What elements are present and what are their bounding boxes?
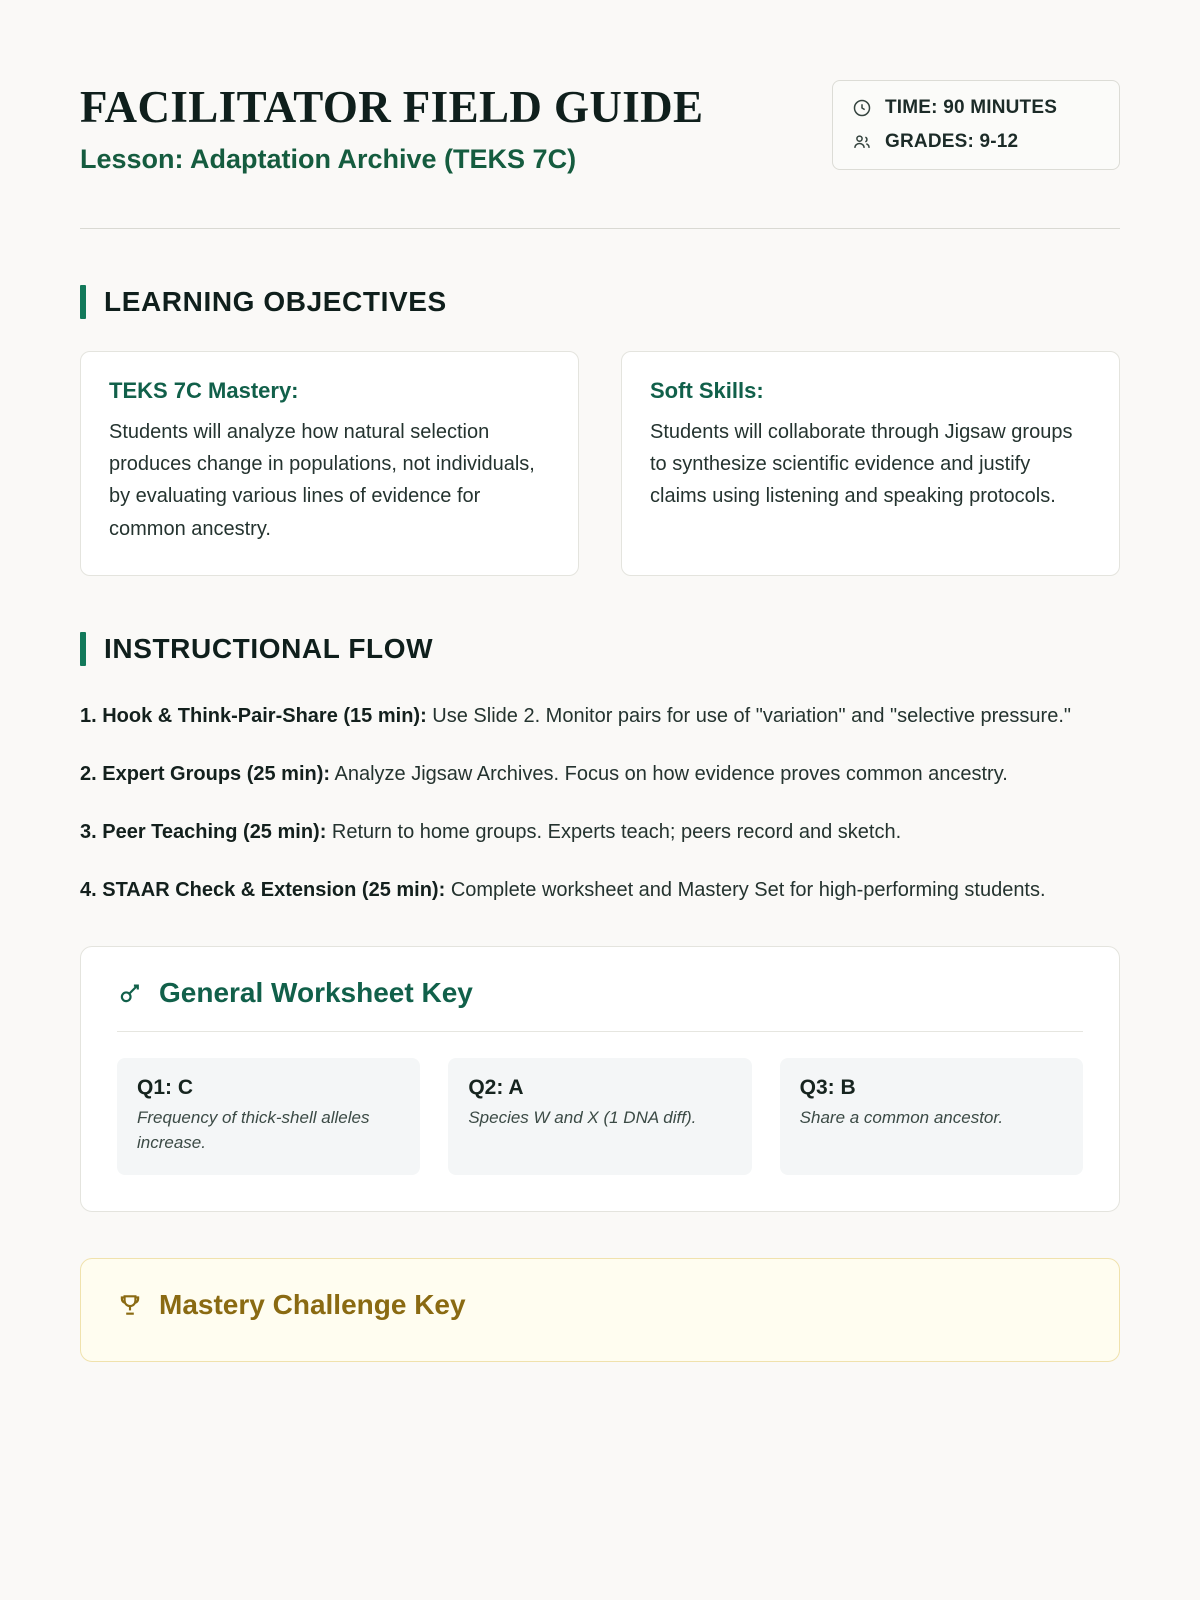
title-block (80, 80, 703, 176)
answer-text: Frequency of thick-shell alleles increase. (137, 1108, 370, 1152)
header-divider (80, 228, 1120, 229)
answer-card (780, 1058, 1083, 1175)
worksheet-key-header (117, 977, 1083, 1009)
flow-step-lead: 1. Hook & Think-Pair-Share (15 min): (80, 705, 427, 728)
mastery-key-title: Mastery Challenge Key (159, 1289, 466, 1321)
instructional-flow-list (80, 700, 1120, 906)
flow-step (80, 816, 1120, 848)
section-learning-objectives-heading (80, 285, 1120, 319)
mastery-key-header (117, 1289, 1083, 1321)
flow-step (80, 700, 1120, 732)
objective-card-title: Soft Skills: (650, 377, 764, 403)
objective-card-title: TEKS 7C Mastery: (109, 377, 299, 403)
flow-step-lead: 4. STAAR Check & Extension (25 min): (80, 879, 446, 902)
objective-card-text: Students will analyze how natural selection produces change in populations, not individuals, by evaluating various lines of evidence for common ancestry. (109, 420, 535, 540)
worksheet-key-title: General Worksheet Key (159, 977, 473, 1009)
section-accent-bar (80, 632, 86, 666)
section-accent-bar (80, 285, 86, 319)
answer-text: Share a common ancestor. (799, 1108, 1004, 1128)
mastery-challenge-key-panel (80, 1258, 1120, 1362)
flow-step-text: Return to home groups. Experts teach; peers record and sketch. (326, 821, 902, 844)
meta-grades-label: GRADES: 9-12 (885, 131, 1019, 152)
section-title-instructional-flow: INSTRUCTIONAL FLOW (104, 633, 434, 665)
page-subtitle: Lesson: Adaptation Archive (TEKS 7C) (80, 144, 577, 175)
flow-step (80, 758, 1120, 790)
key-icon (117, 980, 143, 1006)
trophy-icon (117, 1292, 143, 1318)
flow-step (80, 874, 1120, 906)
objective-card-text: Students will collaborate through Jigsaw groups to synthesize scientific evidence and justify claims using listening and speaking protocols. (650, 420, 1073, 508)
flow-step-lead: 2. Expert Groups (25 min): (80, 763, 331, 786)
flow-step-text: Complete worksheet and Mastery Set for high-performing students. (445, 879, 1046, 902)
objective-card-teks (80, 351, 579, 577)
meta-row-time (851, 97, 1097, 119)
users-icon (851, 131, 873, 153)
answer-label: Q3: B (799, 1076, 856, 1100)
answer-card (448, 1058, 751, 1175)
answer-label: Q1: C (137, 1076, 194, 1100)
meta-row-grades (851, 131, 1097, 153)
panel-divider (117, 1031, 1083, 1032)
answer-label: Q2: A (468, 1076, 524, 1100)
clock-icon (851, 97, 873, 119)
worksheet-answer-grid (117, 1058, 1083, 1175)
objective-card-soft-skills (621, 351, 1120, 577)
flow-step-lead: 3. Peer Teaching (25 min): (80, 821, 327, 844)
general-worksheet-key-panel (80, 946, 1120, 1212)
objective-cards (80, 351, 1120, 577)
lesson-meta-box (832, 80, 1120, 170)
answer-card (117, 1058, 420, 1175)
section-instructional-flow-heading (80, 632, 1120, 666)
flow-step-text: Use Slide 2. Monitor pairs for use of "variation" and "selective pressure." (426, 705, 1071, 728)
section-title-learning-objectives: LEARNING OBJECTIVES (104, 285, 447, 317)
flow-step-text: Analyze Jigsaw Archives. Focus on how evidence proves common ancestry. (330, 763, 1008, 786)
meta-time-label: TIME: 90 MINUTES (885, 97, 1058, 118)
answer-text: Species W and X (1 DNA diff). (468, 1108, 697, 1128)
document-header (80, 80, 1120, 176)
page-title: FACILITATOR FIELD GUIDE (80, 82, 704, 132)
